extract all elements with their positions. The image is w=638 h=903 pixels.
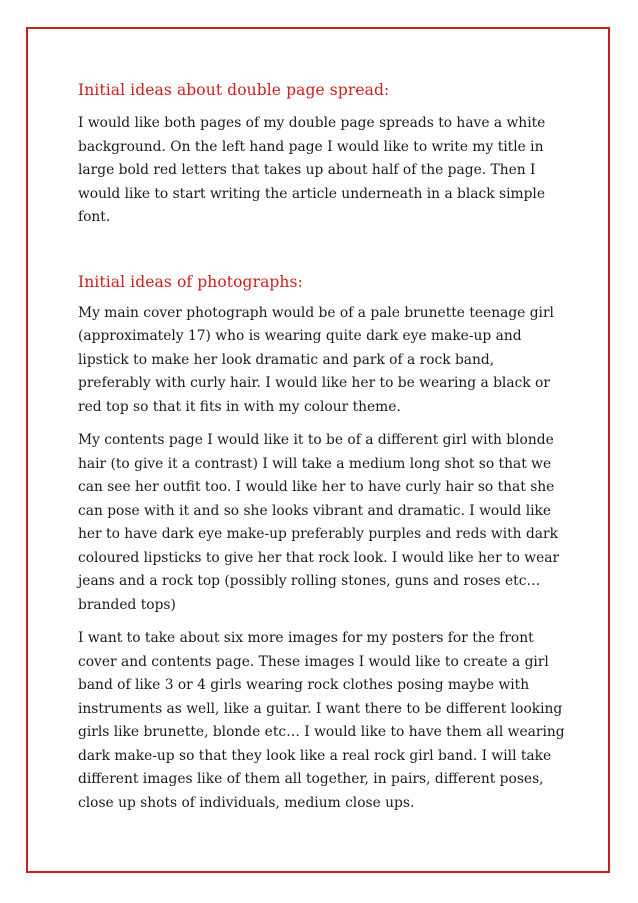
document-body xyxy=(78,78,568,825)
paragraph-main-cover-photo: My main cover photograph would be of a pale brunette teenage girl (approximately 17) who is wearing quite dark eye make-up and lipstick to make her look dramatic and park of a rock band, preferably with curly hair. I would like her to be wearing a black or red top so that it fits in with my colour theme. xyxy=(78,304,554,415)
heading-photographs: Initial ideas of photographs: xyxy=(78,272,303,291)
section-photographs xyxy=(78,270,568,816)
paragraph-poster-images: I want to take about six more images for my posters for the front cover and contents page. These images I would like to create a girl band of like 3 or 4 girls wearing rock clothes posing maybe with instruments as well, like a guitar. I want there to be different looking girls like brunette, blonde etc… I would like to have them all wearing dark make-up so that they look like a real rock girl band. I will take different images like of them all together, in pairs, different poses, close up shots of individuals, medium close ups. xyxy=(78,630,565,811)
paragraph-double-page-spread: I would like both pages of my double page spreads to have a white background. On the left hand page I would like to write my title in large bold red letters that takes up about half of the page. Then I would like to start writing the article underneath in a black simple font. xyxy=(78,115,546,225)
heading-double-page-spread: Initial ideas about double page spread: xyxy=(78,81,390,99)
paragraph-contents-page-photo: My contents page I would like it to be of a different girl with blonde hair (to give it a contrast) I will take a medium long shot so that we can see her outfit too. I would like her to have curly hair so that she can pose with it and so she looks vibrant and dramatic. I would like her to have dark eye make-up preferably purples and reds with dark coloured lipsticks to give her that rock look. I would like her to wear jeans and a rock top (possibly rolling stones, guns and roses etc… branded tops) xyxy=(78,432,560,613)
section-double-page-spread xyxy=(78,78,568,230)
